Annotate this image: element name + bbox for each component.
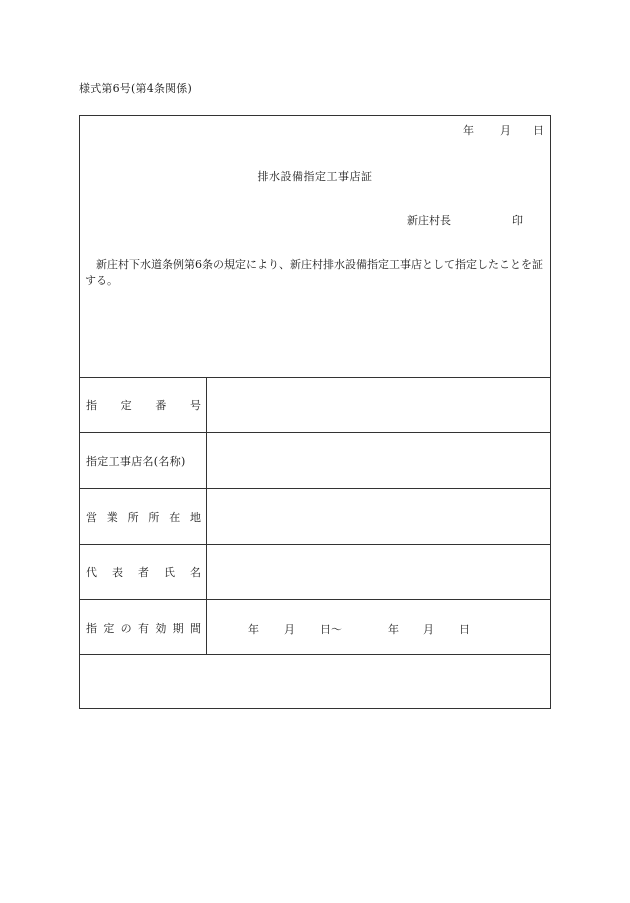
period-to-day: 日 [459,623,470,636]
contractor-name-field[interactable] [207,433,550,488]
period-to-month: 月 [423,623,434,636]
table-row-representative-name [80,544,550,599]
form-number-label: 様式第6号(第4条関係) [79,82,192,95]
blank-notes-row[interactable] [80,654,550,708]
representative-name-field[interactable] [207,545,550,599]
validity-period-field[interactable] [207,600,550,655]
period-from-month: 月 [284,623,295,636]
designation-number-field[interactable] [207,378,550,432]
date-year: 年 [463,124,474,137]
certification-statement: 新庄村下水道条例第6条の規定により、新庄村排水設備指定工事店として指定したことを証する。 [85,258,543,287]
date-day: 日 [533,124,544,137]
date-month: 月 [500,124,511,137]
designation-number-label: 指 定 番 号 [80,378,207,432]
certificate-title: 排水設備指定工事店証 [257,170,373,183]
seal-mark: 印 [512,214,523,227]
certificate-detail-table [80,377,550,655]
office-address-field[interactable] [207,489,550,544]
office-address-label: 営 業 所 所 在 地 [80,489,207,544]
table-row-office-address [80,488,550,544]
issue-date [463,122,544,138]
table-row-validity-period [80,599,550,655]
period-from-day: 日〜 [320,623,342,636]
table-row-contractor-name [80,432,550,488]
period-from-year: 年 [248,623,259,636]
representative-name-label: 代 表 者 氏 名 [80,545,207,599]
validity-period-label: 指 定 の 有 効 期 間 [80,600,207,655]
issuer-name: 新庄村長 [407,214,451,227]
certificate-header-section [80,116,550,377]
table-row-designation-number [80,377,550,432]
certificate-frame [79,115,551,709]
period-to-year: 年 [388,623,399,636]
contractor-name-label: 指定工事店名(名称) [80,433,207,488]
